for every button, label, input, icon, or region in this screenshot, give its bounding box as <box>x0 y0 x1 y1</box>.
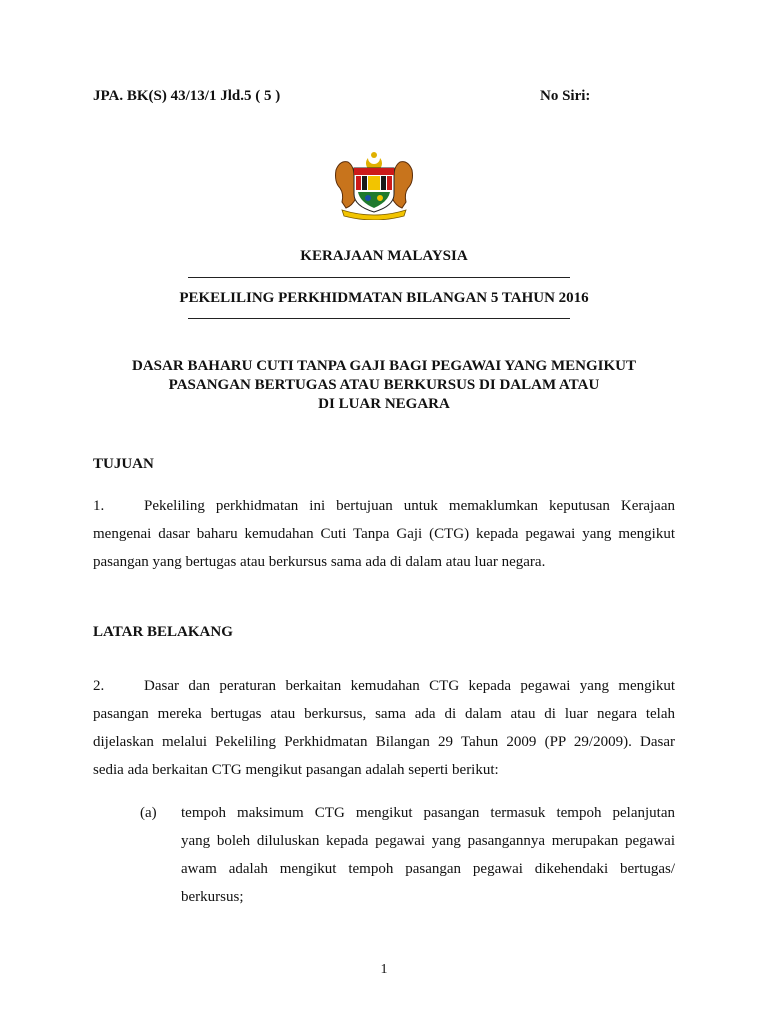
section-heading-background: LATAR BELAKANG <box>93 624 233 640</box>
list-item-line: yang boleh diluluskan kepada pegawai yang pasangannya merupakan pegawai <box>181 833 675 849</box>
paragraph-line: sedia ada berkaitan CTG mengikut pasangan adalah seperti berikut: <box>93 762 499 778</box>
divider-bottom <box>188 318 570 319</box>
paragraph-line <box>93 672 675 700</box>
section-heading-purpose: TUJUAN <box>93 456 154 472</box>
circular-number: PEKELILING PERKHIDMATAN BILANGAN 5 TAHUN 2016 <box>179 290 589 306</box>
divider-top <box>188 277 570 278</box>
paragraph-number: 1. <box>93 498 105 514</box>
malaysia-coat-of-arms-icon <box>328 148 420 220</box>
list-item-label: (a) <box>140 805 157 821</box>
paragraph-line: pasangan yang bertugas atau berkursus sama ada di dalam atau luar negara. <box>93 554 546 570</box>
paragraph-2 <box>93 672 675 784</box>
paragraph-text: Dasar dan peraturan berkaitan kemudahan CTG kepada pegawai yang mengikut <box>144 678 675 694</box>
reference-number: JPA. BK(S) 43/13/1 Jld.5 ( 5 ) <box>93 88 281 104</box>
paragraph-line: pasangan mereka bertugas atau berkursus, sama ada di dalam atau di luar negara telah <box>93 706 675 722</box>
paragraph-1 <box>93 492 675 576</box>
paragraph-line <box>93 492 675 520</box>
list-item-line: berkursus; <box>181 889 244 905</box>
list-item-line: awam adalah mengikut tempoh pasangan pegawai dikehendaki bertugas/ <box>181 861 675 877</box>
title-line: DI LUAR NEGARA <box>318 396 450 412</box>
title-line: PASANGAN BERTUGAS ATAU BERKURSUS DI DALAM ATAU <box>168 377 600 393</box>
paragraph-text: Pekeliling perkhidmatan ini bertujuan untuk memaklumkan keputusan Kerajaan <box>144 498 675 514</box>
page-number: 1 <box>380 962 388 977</box>
paragraph-line: dijelaskan melalui Pekeliling Perkhidmatan Bilangan 29 Tahun 2009 (PP 29/2009). Dasar <box>93 734 675 750</box>
paragraph-number: 2. <box>93 678 105 694</box>
government-heading: KERAJAAN MALAYSIA <box>300 248 468 264</box>
list-item-body <box>181 799 675 911</box>
document-title <box>80 357 688 414</box>
list-item-line: tempoh maksimum CTG mengikut pasangan termasuk tempoh pelanjutan <box>181 805 675 821</box>
serial-number-label: No Siri: <box>540 88 591 104</box>
title-line: DASAR BAHARU CUTI TANPA GAJI BAGI PEGAWAI YANG MENGIKUT <box>132 358 636 374</box>
paragraph-line: mengenai dasar baharu kemudahan Cuti Tanpa Gaji (CTG) kepada pegawai yang mengikut <box>93 526 675 542</box>
